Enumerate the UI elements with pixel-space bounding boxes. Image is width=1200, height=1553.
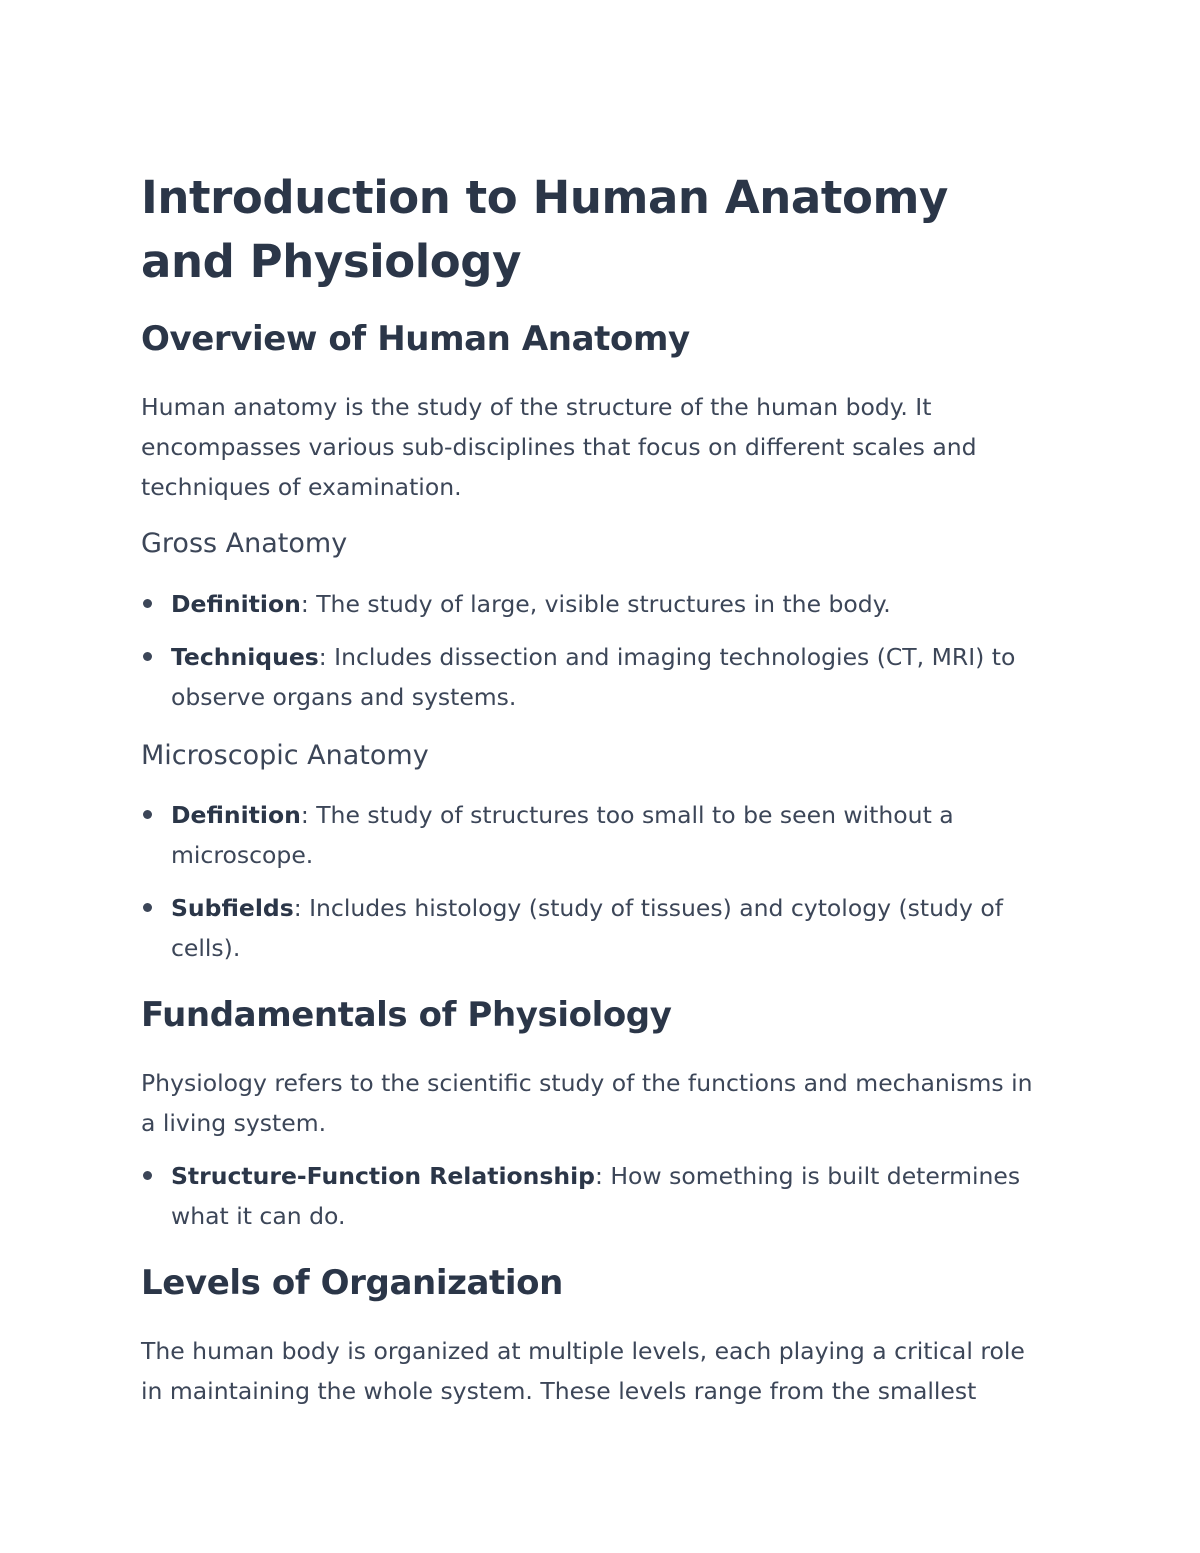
bullet-icon bbox=[143, 903, 152, 912]
section-heading-physiology: Fundamentals of Physiology bbox=[141, 995, 672, 1035]
list-item-text: : The study of large, visible structures in the body. bbox=[300, 590, 891, 618]
subsection-heading-gross-anatomy: Gross Anatomy bbox=[141, 528, 348, 559]
list-item-term: Subfields bbox=[171, 894, 294, 922]
list-item-term: Definition bbox=[171, 801, 301, 829]
page-title: Introduction to Human Anatomy and Physiology bbox=[141, 171, 948, 288]
list-item-text: : The study of structures too small to be seen without a microscope. bbox=[171, 801, 954, 869]
list-item-text: : Includes histology (study of tissues) and cytology (study of cells). bbox=[171, 894, 1003, 962]
list-item-text: : Includes dissection and imaging technologies (CT, MRI) to observe organs and systems. bbox=[171, 643, 1016, 711]
microscopic-anatomy-list bbox=[141, 795, 1051, 968]
physiology-list bbox=[141, 1156, 1051, 1236]
subsection-heading-microscopic-anatomy: Microscopic Anatomy bbox=[141, 740, 429, 771]
list-item-text: : How something is built determines what it can do. bbox=[171, 1162, 1021, 1230]
bullet-icon bbox=[143, 810, 152, 819]
bullet-icon bbox=[143, 1171, 152, 1180]
list-item bbox=[141, 888, 1051, 968]
list-item-term: Definition bbox=[171, 590, 301, 618]
list-item-term: Structure-Function Relationship bbox=[171, 1162, 595, 1190]
section-heading-overview: Overview of Human Anatomy bbox=[141, 319, 690, 359]
bullet-icon bbox=[143, 652, 152, 661]
physiology-paragraph: Physiology refers to the scientific study of the functions and mechanisms in a living system. bbox=[141, 1069, 1033, 1137]
list-item bbox=[141, 637, 1051, 717]
levels-paragraph: The human body is organized at multiple levels, each playing a critical role in maintaining the whole system. These levels range from the smallest bbox=[141, 1337, 1025, 1405]
list-item-term: Techniques bbox=[171, 643, 319, 671]
gross-anatomy-list bbox=[141, 584, 1051, 717]
list-item bbox=[141, 584, 1051, 624]
section-heading-levels: Levels of Organization bbox=[141, 1263, 563, 1303]
list-item bbox=[141, 1156, 1051, 1236]
list-item bbox=[141, 795, 1051, 875]
bullet-icon bbox=[143, 599, 152, 608]
overview-paragraph: Human anatomy is the study of the structure of the human body. It encompasses various sub-disciplines that focus on different scales and techniques of examination. bbox=[141, 393, 977, 501]
